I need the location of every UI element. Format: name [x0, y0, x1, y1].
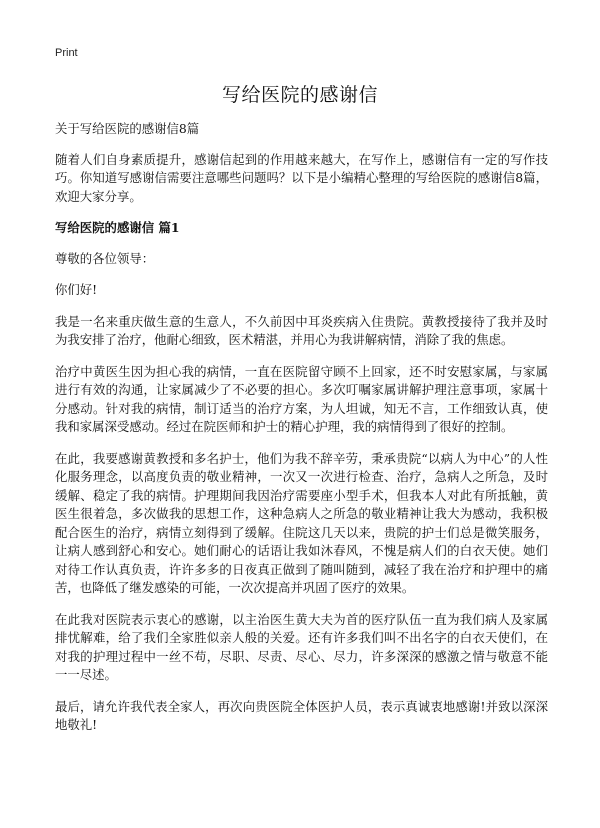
- body-paragraph: 在此我对医院表示衷心的感谢，以主治医生黄大夫为首的医疗队伍一直为我们病人及家属排忧解难，给了我们全家胜似亲人般的关爱。还有许多我们叫不出名字的白衣天使们，在对我的护理过程中一丝不苟，尽职、尽责、尽心、尽力，许多深深的感激之情与敬意不能一一尽述。: [55, 611, 548, 682]
- body-paragraph: 我是一名来重庆做生意的生意人，不久前因中耳炎疾病入住贵院。黄教授接待了我并及时为我安排了治疗，他耐心细致，医术精湛，并用心为我讲解病情，消除了我的焦虑。: [55, 313, 548, 347]
- section-heading: 写给医院的感谢信 篇1: [55, 220, 180, 235]
- greeting: 你们好!: [55, 282, 98, 297]
- document-body: [55, 120, 548, 748]
- body-paragraph: 治疗中黄医生因为担心我的病情，一直在医院留守顾不上回家，还不时安慰家属，与家属进行有效的沟通，让家属减少了不必要的担心。多次叮嘱家属讲解护理注意事项，家属十分感动。针对我的病情，制订适当的治疗方案，为人坦诚，知无不言，工作细致认真，使我和家属深受感动。经过在院医师和护士的精心护理，我的病情得到了很好的控制。: [55, 363, 548, 434]
- document-subtitle: 关于写给医院的感谢信8篇: [55, 121, 200, 136]
- closing-paragraph: 最后，请允许我代表全家人，再次向贵医院全体医护人员，表示真诚衷地感谢!并致以深深地敬礼!: [55, 698, 548, 732]
- body-paragraph: 在此，我要感谢黄教授和多名护士，他们为我不辞辛劳，秉承贵院“以病人为中心”的人性化服务理念，以高度负责的敬业精神，一次又一次进行检查、治疗，急病人之所急，及时缓解、稳定了我的病情。护理期间我因治疗需要座小型手术，但我本人对此有所抵触，黄医生很着急，多次做我的思想工作，这种急病人之所急的敬业精神让我大为感动，我积极配合医生的治疗，病情立刻得到了缓解。住院这几天以来，贵院的护士们总是微笑服务，让病人感到舒心和安心。她们耐心的话语让我如沐春风，不愧是病人们的白衣天使。她们对待工作认真负责，许许多多的日夜真正做到了随叫随到，减轻了我在治疗和护理中的痛苦，也降低了继发感染的可能，一次次提高并巩固了医疗的效果。: [55, 450, 548, 595]
- print-link[interactable]: Print: [55, 47, 78, 59]
- salutation: 尊敬的各位领导：: [55, 250, 155, 266]
- page-title: 写给医院的感谢信: [221, 84, 378, 106]
- intro-paragraph: 随着人们自身素质提升，感谢信起到的作用越来越大，在写作上，感谢信有一定的写作技巧。你知道写感谢信需要注意哪些问题吗？以下是小编精心整理的写给医院的感谢信8篇，欢迎大家分享。: [55, 151, 548, 204]
